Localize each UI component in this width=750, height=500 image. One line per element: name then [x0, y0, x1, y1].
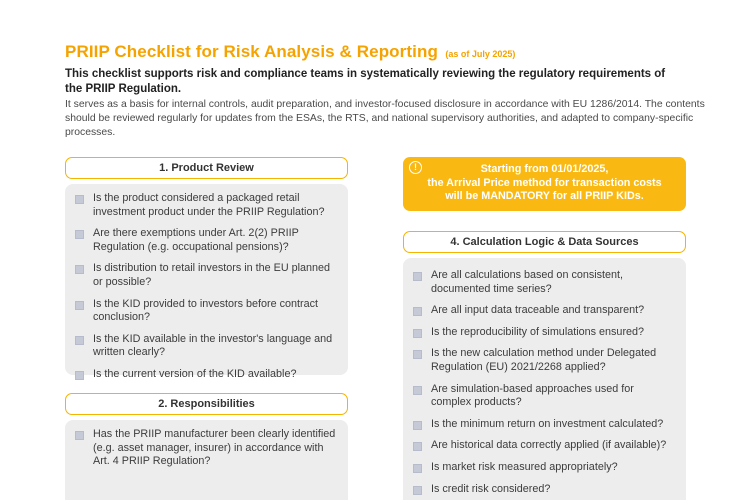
checkbox[interactable]	[75, 431, 84, 440]
checkbox[interactable]	[75, 265, 84, 274]
checklist-item-text: Is the current version of the KID available?	[93, 367, 297, 380]
checklist-item[interactable]	[413, 326, 676, 340]
checkbox[interactable]	[413, 350, 422, 359]
checklist-item-text: Is the product considered a packaged retail investment product under the PRIIP Regulation?	[93, 192, 325, 218]
section-header-calculation-logic: 4. Calculation Logic & Data Sources	[403, 231, 686, 253]
checklist-item[interactable]	[413, 461, 676, 475]
checklist-item-text: Is the KID provided to investors before contract conclusion?	[93, 297, 319, 324]
checkbox[interactable]	[413, 486, 422, 495]
arrival-price-notice	[403, 157, 686, 211]
checklist-item-text: Are simulation-based approaches used for complex products?	[431, 382, 634, 409]
checklist-item-text: Is the new calculation method under Delegated Regulation (EU) 2021/2268 applied?	[431, 347, 657, 373]
document-title: PRIIP Checklist for Risk Analysis & Reporting	[65, 42, 438, 61]
section-header-product-review: 1. Product Review	[65, 157, 348, 179]
checklist-item-text: Are there exemptions under Art. 2(2) PRIIP Regulation (e.g. occupational pensions)?	[93, 227, 299, 253]
checkbox[interactable]	[75, 230, 84, 239]
checklist-item-text: Is the reproducibility of simulations ensured?	[431, 325, 645, 338]
exclamation-icon: !	[409, 161, 422, 174]
checklist-item-text: Are all calculations based on consistent, documented time series?	[431, 269, 624, 295]
document-date-note: (as of July 2025)	[445, 49, 516, 59]
checklist-item-text: Is distribution to retail investors in the EU planned or possible?	[93, 262, 331, 288]
checkbox[interactable]	[413, 421, 422, 430]
checkbox[interactable]	[75, 301, 84, 310]
checklist-item[interactable]	[413, 383, 676, 410]
checklist-item[interactable]	[75, 192, 338, 219]
checklist-item-text: Is credit risk considered?	[431, 482, 551, 495]
checkbox[interactable]	[413, 386, 422, 395]
checklist-item-text: Has the PRIIP manufacturer been clearly identified (e.g. asset manager, insurer) in accordance with Art. 4 PRIIP Regulation?	[93, 428, 336, 468]
section-header-responsibilities: 2. Responsibilities	[65, 393, 348, 415]
intro-summary: This checklist supports risk and compliance teams in systematically reviewing the regulatory requirements of the PRIIP Regulation.	[65, 68, 666, 95]
checklist-item[interactable]	[413, 347, 676, 374]
checklist-item-text: Is the KID available in the investor's language and written clearly?	[93, 332, 333, 359]
checklist-item-text: Is the minimum return on investment calculated?	[431, 417, 664, 430]
notice-line: will be MANDATORY for all PRIIP KIDs.	[445, 190, 644, 202]
section-panel-responsibilities	[65, 420, 348, 500]
notice-line: Starting from 01/01/2025,	[480, 163, 609, 175]
checklist-item[interactable]	[75, 428, 338, 469]
checkbox[interactable]	[413, 329, 422, 338]
checklist-item-text: Are historical data correctly applied (if available)?	[431, 439, 667, 452]
checklist-item[interactable]	[75, 368, 338, 382]
checkbox[interactable]	[413, 442, 422, 451]
checklist-item-text: Are all input data traceable and transparent?	[431, 304, 645, 317]
section-panel-product-review	[65, 184, 348, 380]
checkbox[interactable]	[413, 272, 422, 281]
checklist-item[interactable]	[413, 439, 676, 453]
section-panel-calculation-logic	[403, 258, 686, 500]
checklist-item[interactable]	[413, 304, 676, 318]
checklist-responsibilities	[65, 420, 348, 469]
checklist-calculation-logic	[403, 258, 686, 496]
checklist-item[interactable]	[75, 227, 338, 254]
notice-line: the Arrival Price method for transaction costs	[427, 176, 662, 189]
checklist-item[interactable]	[75, 333, 338, 360]
intro-description: It serves as a basis for internal controls, audit preparation, and investor-focused disclosure in accordance with EU 1286/2014. The contents should be reviewed regularly for updates from the ESAs, the RTS, and national supervisory authorities, and adapted to company-specific processes.	[65, 99, 705, 138]
checkbox[interactable]	[75, 336, 84, 345]
checkbox[interactable]	[75, 195, 84, 204]
checkbox[interactable]	[75, 371, 84, 380]
checkbox[interactable]	[413, 464, 422, 473]
document-title-row	[65, 42, 515, 62]
checklist-item[interactable]	[413, 418, 676, 432]
checklist-item[interactable]	[413, 483, 676, 497]
checklist-item-text: Is market risk measured appropriately?	[431, 460, 618, 473]
checklist-item[interactable]	[75, 262, 338, 289]
checkbox[interactable]	[413, 307, 422, 316]
checklist-product-review	[65, 184, 348, 382]
checklist-item[interactable]	[75, 298, 338, 325]
checklist-item[interactable]	[413, 269, 676, 296]
